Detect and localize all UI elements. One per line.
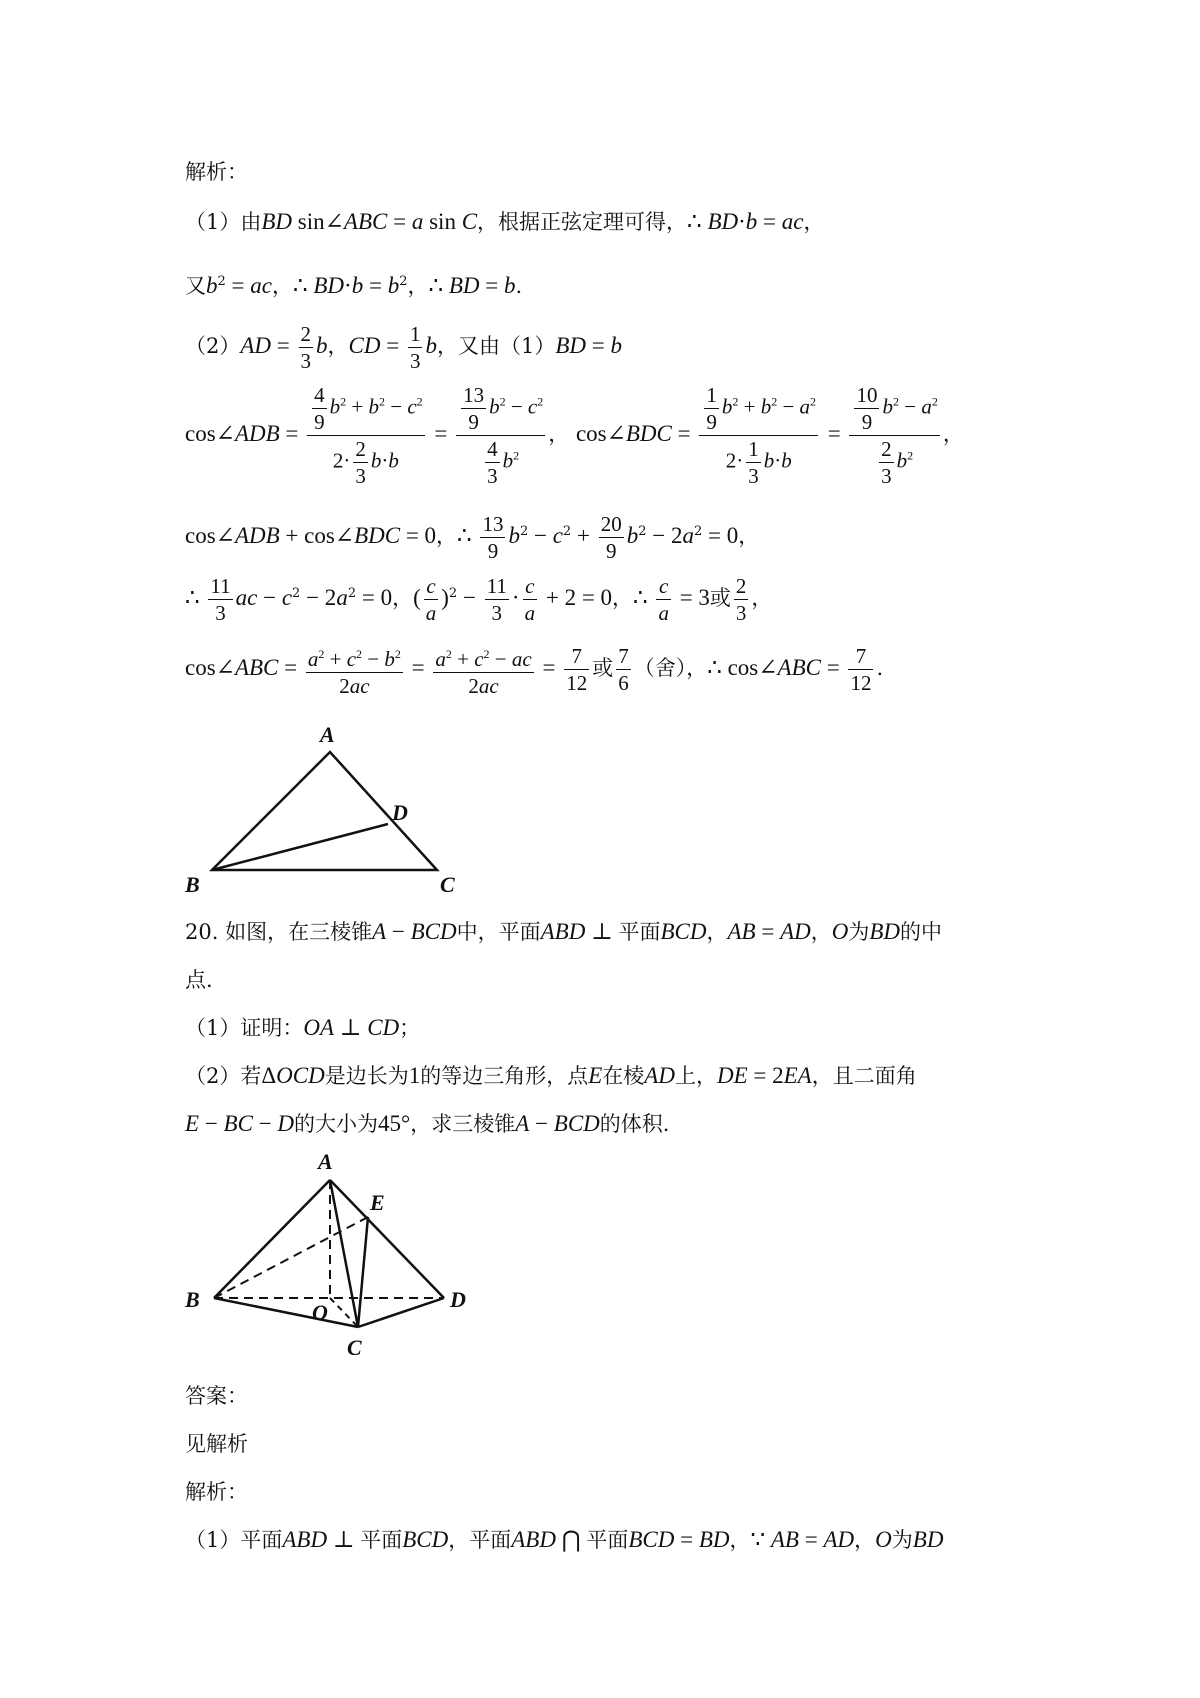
problem-20-q2: （2）若ΔOCD是边长为1的等边三角形，点E在棱AD上，DE = 2EA，且二面角: [185, 1063, 917, 1088]
answer-label: 答案：: [185, 1384, 248, 1408]
label-A: A: [320, 722, 335, 747]
solution-2-line-1: （1）平面ABD ⊥ 平面BCD，平面ABD ⋂ 平面BCD = BD，∵ AB = AD，O为BD: [185, 1527, 944, 1552]
solution-line-2: 又$b^2$ = ac，∴ $BD\cdot b = b^2$，∴ BD = b.: [185, 273, 523, 298]
solution-line-5: cos∠ADB + cos∠BDC = 0，∴ $\frac{13}{9}$ $b^2 - c^2$ + $\frac{20}{9}$ $b^2 - 2a^2 = 0$，: [185, 512, 760, 563]
solution-line-3: （2）AD = $\frac{2}{3}$ b，CD = $\frac{1}{3}$ b，又由（1）BD = b: [185, 322, 622, 373]
solution-line-4: cos∠ADB = $\frac{4}{9}$ $b^2 + b^2 - c^2$ 2· $\frac{2}{3}$ b·b = $\frac{13}{9}$ $b^2 - c^2$ $\frac{4}{3}$ $b^2$ ， cos∠BDC = $\frac{1}{9}$ $b^2 + b^2 - a^2$ 2· $\frac{1}{3}$ b·b = $\frac{10}{9}$ $b^2 - a^2$ $\frac{2}{3}$ $b^2$ ，: [185, 383, 964, 488]
label-C: C: [347, 1335, 362, 1360]
label-E: E: [370, 1190, 385, 1215]
analysis-label: 解析：: [185, 160, 248, 184]
label-C: C: [440, 872, 455, 897]
solution-line-1: （1）由BD sin∠ABC = a sin C，根据正弦定理可得，∴ BD·b = ac，: [185, 209, 825, 234]
answer-text: 见解析: [185, 1432, 248, 1456]
problem-20-q2-cont: E − BC − D的大小为45°，求三棱锥A − BCD的体积.: [185, 1111, 670, 1136]
label-B: B: [185, 872, 200, 897]
problem-20-line-1: 20. 如图，在三棱锥A − BCD中，平面ABD ⊥ 平面BCD，AB = AD，O为BD的中: [185, 919, 943, 944]
triangle-figure: [180, 720, 470, 900]
analysis-label-2: 解析：: [185, 1480, 248, 1504]
label-D: D: [450, 1287, 466, 1312]
problem-20-line-2: 点.: [185, 968, 213, 992]
solution-line-6: ∴ $\frac{11}{3}$ ac − $c^2 - 2a^2 = 0$，( $\frac{c}{a}$ )$^2$ − $\frac{11}{3}$ · $\frac{c}{a}$ + 2 = 0，∴ $\frac{c}{a}$ = 3或 $\frac{2}{3}$ ，: [185, 574, 773, 625]
solution-line-7: cos∠ABC = $\frac{a^2 + c^2 - b^2}{2ac}$ = $\frac{a^2 + c^2 - ac}{2ac}$ = $\frac{7}{12}$ 或 $\frac{7}{6}$ （舍），∴ cos∠ABC = $\frac{7}{12}$ .: [185, 636, 883, 700]
label-O: O: [312, 1300, 328, 1325]
label-B: B: [185, 1287, 200, 1312]
label-D: D: [392, 800, 408, 825]
tetrahedron-figure: [180, 1145, 480, 1365]
problem-20-q1: （1）证明：OA ⊥ CD；: [185, 1015, 421, 1040]
label-A: A: [318, 1149, 333, 1174]
